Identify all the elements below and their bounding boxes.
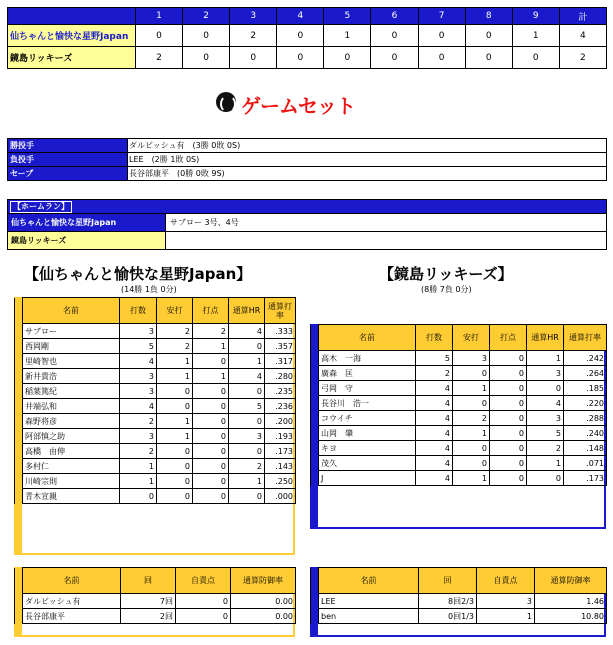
player-name: 青木宣親	[23, 489, 120, 504]
stat-cell: 4	[416, 471, 453, 486]
inning-score: 0	[465, 47, 512, 69]
table-edge	[311, 568, 319, 594]
table-edge	[15, 414, 23, 429]
column-header: 名前	[23, 568, 121, 594]
scoreboard-table	[7, 7, 607, 69]
stat-cell: 3	[477, 594, 535, 609]
player-name: LEE	[319, 594, 419, 609]
stat-cell: .333	[265, 324, 296, 339]
column-header: 打数	[416, 325, 453, 351]
stat-cell: 0	[193, 444, 229, 459]
player-name: 新井貴浩	[23, 369, 120, 384]
stat-cell: 2回	[121, 609, 176, 624]
game-set-text: ゲームセット	[241, 94, 355, 118]
inning-score: 0	[230, 47, 277, 69]
stat-cell: 0	[193, 354, 229, 369]
stat-cell: 1	[453, 471, 490, 486]
stat-cell: .173	[564, 471, 607, 486]
stat-cell: 2	[453, 411, 490, 426]
stat-cell: 1	[453, 426, 490, 441]
stat-cell: 2	[229, 459, 265, 474]
inning-header: 2	[183, 8, 230, 25]
inning-header: 9	[512, 8, 559, 25]
stat-cell: 4	[416, 441, 453, 456]
inning-score: 0	[277, 47, 324, 69]
homerun-value: サブロー 3号、4号	[166, 214, 607, 232]
stat-cell: 4	[120, 399, 157, 414]
team-heading-left: 【仙ちゃんと愉快な星野Japan】	[24, 265, 252, 283]
table-row	[15, 369, 296, 384]
stat-cell: 1	[229, 474, 265, 489]
stat-cell: 0	[229, 414, 265, 429]
stat-cell: 0	[229, 489, 265, 504]
table-edge	[311, 426, 319, 441]
table-row	[311, 411, 607, 426]
stat-cell: 1	[527, 351, 564, 366]
stat-cell: 4	[416, 426, 453, 441]
pitching-table-left	[14, 567, 296, 624]
table-edge	[15, 298, 23, 324]
player-name: 高木 一海	[319, 351, 416, 366]
table-edge	[15, 568, 23, 594]
table-row	[15, 384, 296, 399]
column-header: 回	[121, 568, 176, 594]
stat-cell: 4	[416, 456, 453, 471]
table-row	[15, 609, 296, 624]
homerun-team: 仙ちゃんと愉快な星野Japan	[8, 214, 166, 232]
column-header: 打点	[490, 325, 527, 351]
stat-cell: 3	[527, 366, 564, 381]
table-row	[15, 339, 296, 354]
stat-cell: 0	[157, 459, 193, 474]
table-edge	[311, 351, 319, 366]
stats-header-row	[15, 568, 296, 594]
stat-cell: 0	[453, 456, 490, 471]
table-row	[15, 399, 296, 414]
stat-cell: 0	[193, 489, 229, 504]
column-header: 自責点	[176, 568, 231, 594]
stat-cell: 0	[490, 351, 527, 366]
table-edge	[15, 474, 23, 489]
stat-cell: 1	[193, 369, 229, 384]
stat-cell: 0	[453, 441, 490, 456]
stat-cell: 0	[490, 396, 527, 411]
player-name: 高橋 由伸	[23, 444, 120, 459]
stat-cell: 7回	[121, 594, 176, 609]
inning-header: 6	[371, 8, 418, 25]
player-name: ダルビッシュ有	[23, 594, 121, 609]
stat-cell: 0.00	[231, 594, 296, 609]
stat-cell: 1	[120, 459, 157, 474]
column-header: 通算HR	[527, 325, 564, 351]
table-edge	[15, 324, 23, 339]
inning-score: 0	[465, 25, 512, 47]
stat-cell: 0.00	[231, 609, 296, 624]
stat-cell: 3	[120, 369, 157, 384]
homerun-row	[8, 232, 607, 250]
stat-cell: 3	[453, 351, 490, 366]
total-score: 4	[559, 25, 606, 47]
team-record-left: (14勝 1負 0分)	[121, 285, 177, 294]
inning-score: 0	[371, 47, 418, 69]
table-edge	[311, 441, 319, 456]
table-row	[311, 609, 607, 624]
table-row	[15, 429, 296, 444]
stat-cell: .240	[564, 426, 607, 441]
inning-score: 0	[183, 47, 230, 69]
stat-cell: 0	[176, 594, 231, 609]
losing-pitcher-label: 負投手	[8, 153, 128, 167]
table-edge	[15, 594, 23, 609]
column-header: 安打	[157, 298, 193, 324]
table-edge	[15, 369, 23, 384]
column-header: 回	[419, 568, 477, 594]
inning-header: 8	[465, 8, 512, 25]
table-edge	[15, 339, 23, 354]
inning-score: 1	[324, 25, 371, 47]
inning-score: 2	[136, 47, 183, 69]
stat-cell: 3	[120, 324, 157, 339]
baseball-icon	[216, 92, 236, 112]
stat-cell: .143	[265, 459, 296, 474]
table-row	[15, 459, 296, 474]
player-name: 西岡剛	[23, 339, 120, 354]
column-header: 名前	[319, 325, 416, 351]
stat-cell: 5	[416, 351, 453, 366]
total-header: 計	[559, 8, 606, 25]
player-name: 長谷部康平	[23, 609, 121, 624]
winning-pitcher-label: 勝投手	[8, 139, 128, 153]
inning-header: 1	[136, 8, 183, 25]
stat-cell: 1.46	[535, 594, 607, 609]
stat-cell: 0	[229, 444, 265, 459]
table-edge	[311, 396, 319, 411]
table-row	[15, 444, 296, 459]
stat-cell: 2	[157, 339, 193, 354]
total-score: 2	[559, 47, 606, 69]
table-row	[15, 354, 296, 369]
inning-score: 0	[418, 47, 465, 69]
table-row	[15, 474, 296, 489]
inning-score: 0	[277, 25, 324, 47]
stat-cell: 0	[157, 489, 193, 504]
table-row	[311, 471, 607, 486]
batting-table-left	[14, 297, 296, 504]
stat-cell: 4	[229, 324, 265, 339]
stat-cell: .173	[265, 444, 296, 459]
stat-cell: .193	[265, 429, 296, 444]
homerun-value	[166, 232, 607, 250]
stat-cell: .236	[265, 399, 296, 414]
table-row	[15, 594, 296, 609]
stat-cell: 0	[193, 459, 229, 474]
inning-score: 0	[418, 25, 465, 47]
stat-cell: 3	[120, 429, 157, 444]
inning-score: 0	[371, 25, 418, 47]
stat-cell: 1	[527, 456, 564, 471]
stat-cell: .220	[564, 396, 607, 411]
player-name: J	[319, 471, 416, 486]
team-name: 仙ちゃんと愉快な星野Japan	[8, 25, 136, 47]
inning-header: 3	[230, 8, 277, 25]
stat-cell: 0	[193, 384, 229, 399]
stat-cell: 0	[120, 489, 157, 504]
player-name: キヨ	[319, 441, 416, 456]
stat-cell: 0	[490, 411, 527, 426]
stat-cell: .317	[265, 354, 296, 369]
player-name: 里崎智也	[23, 354, 120, 369]
column-header: 名前	[23, 298, 120, 324]
stat-cell: .264	[564, 366, 607, 381]
scoreboard-row	[8, 25, 607, 47]
stat-cell: 2	[416, 366, 453, 381]
player-name: 井端弘和	[23, 399, 120, 414]
stat-cell: 0	[193, 399, 229, 414]
homerun-team: 鏡島リッキーズ	[8, 232, 166, 250]
stat-cell: 0回1/3	[419, 609, 477, 624]
homerun-row	[8, 214, 607, 232]
table-row	[15, 324, 296, 339]
stat-cell: 10.80	[535, 609, 607, 624]
stat-cell: 4	[416, 396, 453, 411]
table-edge	[311, 366, 319, 381]
table-edge	[311, 609, 319, 624]
team-name: 鏡島リッキーズ	[8, 47, 136, 69]
column-header: 通算HR	[229, 298, 265, 324]
winning-pitcher-value: ダルビッシュ有 (3勝 0敗 0S)	[128, 139, 607, 153]
homerun-title-text: 【ホームラン】	[10, 201, 72, 213]
stat-cell: .280	[265, 369, 296, 384]
stat-cell: 0	[490, 441, 527, 456]
stat-cell: 1	[193, 339, 229, 354]
stat-cell: 1	[477, 609, 535, 624]
stat-cell: 3	[120, 384, 157, 399]
stat-cell: 1	[453, 381, 490, 396]
player-name: サブロー	[23, 324, 120, 339]
player-name: ben	[319, 609, 419, 624]
stat-cell: 5	[527, 426, 564, 441]
stat-cell: 0	[490, 426, 527, 441]
homerun-table	[7, 199, 607, 250]
stat-cell: 1	[157, 429, 193, 444]
table-row	[311, 441, 607, 456]
stat-cell: .357	[265, 339, 296, 354]
stat-cell: 0	[527, 471, 564, 486]
game-set-banner	[216, 91, 386, 118]
table-edge	[15, 609, 23, 624]
scoreboard-corner	[8, 8, 136, 25]
column-header: 通算打率	[265, 298, 296, 324]
stat-cell: .148	[564, 441, 607, 456]
scoreboard-row	[8, 47, 607, 69]
team-heading-right: 【鏡島リッキーズ】	[379, 265, 513, 283]
column-header: 名前	[319, 568, 419, 594]
stat-cell: 4	[120, 354, 157, 369]
table-row	[311, 381, 607, 396]
stat-cell: 1	[157, 354, 193, 369]
stat-cell: 5	[120, 339, 157, 354]
inning-score: 0	[324, 47, 371, 69]
team-record-right: (8勝 7負 0分)	[421, 285, 472, 294]
stat-cell: 1	[157, 369, 193, 384]
homerun-title	[8, 200, 607, 214]
table-row	[311, 366, 607, 381]
table-edge	[311, 471, 319, 486]
save-label: セーブ	[8, 167, 128, 181]
table-edge	[15, 429, 23, 444]
table-edge	[15, 489, 23, 504]
inning-score: 2	[230, 25, 277, 47]
stat-cell: 0	[157, 399, 193, 414]
stat-cell: 0	[157, 474, 193, 489]
stat-cell: 3	[229, 429, 265, 444]
inning-score: 0	[512, 47, 559, 69]
column-header: 通算打率	[564, 325, 607, 351]
stat-cell: 1	[157, 414, 193, 429]
column-header: 通算防御率	[231, 568, 296, 594]
inning-score: 1	[512, 25, 559, 47]
table-row	[311, 396, 607, 411]
player-name: 稲葉篤紀	[23, 384, 120, 399]
table-edge	[311, 325, 319, 351]
column-header: 打点	[193, 298, 229, 324]
table-edge	[311, 456, 319, 471]
player-name: 長谷川 浩一	[319, 396, 416, 411]
stat-cell: .235	[265, 384, 296, 399]
player-name: 山岡 肇	[319, 426, 416, 441]
stat-cell: 0	[490, 471, 527, 486]
pitching-table-right	[310, 567, 607, 624]
stat-cell: 0	[453, 396, 490, 411]
stat-cell: 8回2/3	[419, 594, 477, 609]
table-edge	[15, 444, 23, 459]
stat-cell: 4	[416, 411, 453, 426]
table-edge	[15, 354, 23, 369]
scoreboard-header-row	[8, 8, 607, 25]
stats-header-row	[15, 298, 296, 324]
table-row	[311, 351, 607, 366]
table-row	[311, 594, 607, 609]
table-edge	[311, 594, 319, 609]
column-header: 安打	[453, 325, 490, 351]
player-name: 川崎宗則	[23, 474, 120, 489]
inning-header: 5	[324, 8, 371, 25]
stat-cell: 0	[193, 474, 229, 489]
stat-cell: 2	[120, 414, 157, 429]
stat-cell: 1	[229, 354, 265, 369]
stat-cell: .250	[265, 474, 296, 489]
table-edge	[311, 381, 319, 396]
table-row	[15, 414, 296, 429]
inning-score: 0	[183, 25, 230, 47]
stat-cell: 0	[176, 609, 231, 624]
stat-cell: 5	[229, 399, 265, 414]
column-header: 自責点	[477, 568, 535, 594]
player-name: 阿部慎之助	[23, 429, 120, 444]
stat-cell: 2	[120, 444, 157, 459]
homerun-title-row	[8, 200, 607, 214]
table-edge	[311, 411, 319, 426]
decision-row	[8, 167, 607, 181]
stat-cell: .185	[564, 381, 607, 396]
stat-cell: 4	[416, 381, 453, 396]
stat-cell: 0	[157, 444, 193, 459]
table-edge	[15, 459, 23, 474]
stat-cell: 4	[527, 396, 564, 411]
table-edge	[15, 384, 23, 399]
decision-row	[8, 139, 607, 153]
losing-pitcher-value: LEE (2勝 1敗 0S)	[128, 153, 607, 167]
stat-cell: 4	[229, 369, 265, 384]
stat-cell: 2	[193, 324, 229, 339]
stat-cell: 0	[157, 384, 193, 399]
player-name: 茂久	[319, 456, 416, 471]
table-row	[15, 489, 296, 504]
decision-row	[8, 153, 607, 167]
stat-cell: 0	[193, 429, 229, 444]
player-name: 廣森 匡	[319, 366, 416, 381]
stat-cell: .288	[564, 411, 607, 426]
stat-cell: 0	[490, 381, 527, 396]
stat-cell: .200	[265, 414, 296, 429]
save-value: 長谷部康平 (0勝 0敗 9S)	[128, 167, 607, 181]
stats-header-row	[311, 568, 607, 594]
table-row	[311, 426, 607, 441]
stat-cell: 0	[490, 456, 527, 471]
column-header: 通算防御率	[535, 568, 607, 594]
stat-cell: 0	[490, 366, 527, 381]
stat-cell: .000	[265, 489, 296, 504]
stat-cell: 0	[229, 384, 265, 399]
inning-header: 7	[418, 8, 465, 25]
column-header: 打数	[120, 298, 157, 324]
stat-cell: .242	[564, 351, 607, 366]
inning-score: 0	[136, 25, 183, 47]
player-name: 森野将彦	[23, 414, 120, 429]
inning-header: 4	[277, 8, 324, 25]
stat-cell: 3	[527, 411, 564, 426]
stat-cell: 0	[453, 366, 490, 381]
table-row	[311, 456, 607, 471]
pitcher-decision-table	[7, 138, 607, 181]
stat-cell: 0	[527, 381, 564, 396]
player-name: 多村仁	[23, 459, 120, 474]
batting-table-right	[310, 324, 607, 486]
stat-cell: 0	[193, 414, 229, 429]
stat-cell: 0	[229, 339, 265, 354]
stat-cell: 2	[157, 324, 193, 339]
stat-cell: .071	[564, 456, 607, 471]
player-name: 弓岡 守	[319, 381, 416, 396]
stat-cell: 1	[120, 474, 157, 489]
stats-header-row	[311, 325, 607, 351]
player-name: コウイチ	[319, 411, 416, 426]
stat-cell: 2	[527, 441, 564, 456]
table-edge	[15, 399, 23, 414]
